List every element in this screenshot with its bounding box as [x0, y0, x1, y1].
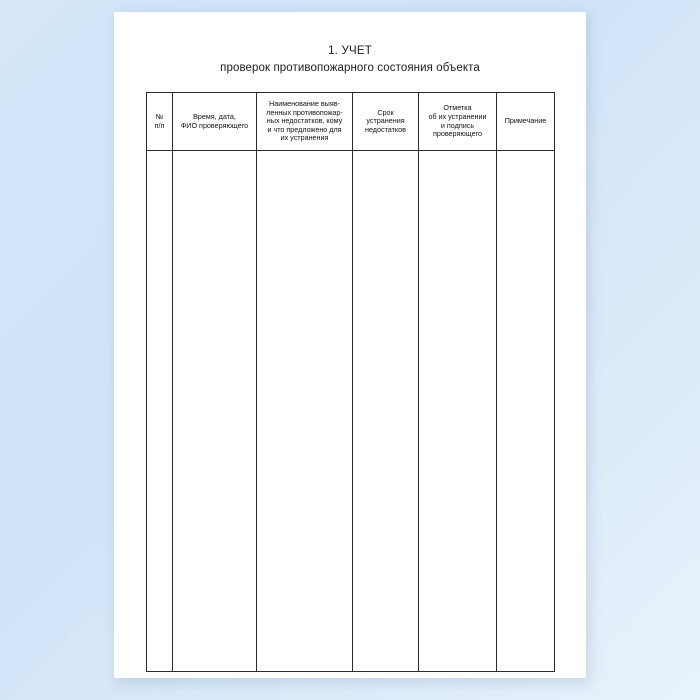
column-header-number-line-2: п/п: [154, 120, 165, 130]
column-header-number-line-1: №: [155, 111, 164, 121]
cell-notes[interactable]: [497, 151, 555, 672]
column-header-violations: [257, 93, 353, 151]
column-header-resolution-mark-line-4: проверяющего: [432, 129, 483, 139]
column-header-violations-line-1: Наименование выяв-: [269, 99, 340, 109]
page-content: [114, 12, 586, 678]
page-subtitle: проверок противопожарного состояния объекта: [220, 62, 480, 74]
cell-deadline[interactable]: [353, 151, 419, 672]
page-title: 1. УЧЕТ: [328, 45, 372, 57]
column-header-resolution-mark-line-1: Отметка: [443, 103, 472, 113]
register-table: [146, 92, 555, 672]
column-header-deadline-line-3: недостатков: [365, 124, 406, 134]
document-title-block: [146, 44, 554, 76]
column-header-violations-line-2: ленных противопожар-: [266, 107, 343, 117]
column-header-notes: [497, 93, 555, 151]
column-header-time-date-name-line-2: ФИО проверяющего: [180, 120, 249, 130]
cell-time-date-name[interactable]: [173, 151, 257, 672]
column-header-notes-line-1: Примечание: [504, 116, 547, 126]
cell-violations[interactable]: [257, 151, 353, 672]
column-header-deadline: [353, 93, 419, 151]
column-header-deadline-line-2: устранения: [366, 116, 405, 126]
table-row: [147, 151, 555, 672]
document-page: [114, 12, 586, 678]
table-header: [147, 93, 555, 151]
column-header-resolution-mark-line-2: об их устранении: [428, 111, 487, 121]
column-header-resolution-mark-line-3: и подпись: [440, 120, 475, 130]
column-header-violations-line-4: и что предложено для: [267, 124, 342, 134]
column-header-resolution-mark: [419, 93, 497, 151]
column-header-number: [147, 93, 173, 151]
column-header-time-date-name: [173, 93, 257, 151]
column-header-time-date-name-line-1: Время, дата,: [193, 111, 236, 121]
column-header-deadline-line-1: Срок: [377, 107, 394, 117]
table-body: [147, 151, 555, 672]
column-header-violations-line-3: ных недостатков, кому: [266, 116, 343, 126]
table-header-row: [147, 93, 555, 151]
column-header-violations-line-5: их устранения: [280, 133, 329, 143]
cell-number[interactable]: [147, 151, 173, 672]
cell-resolution-mark[interactable]: [419, 151, 497, 672]
